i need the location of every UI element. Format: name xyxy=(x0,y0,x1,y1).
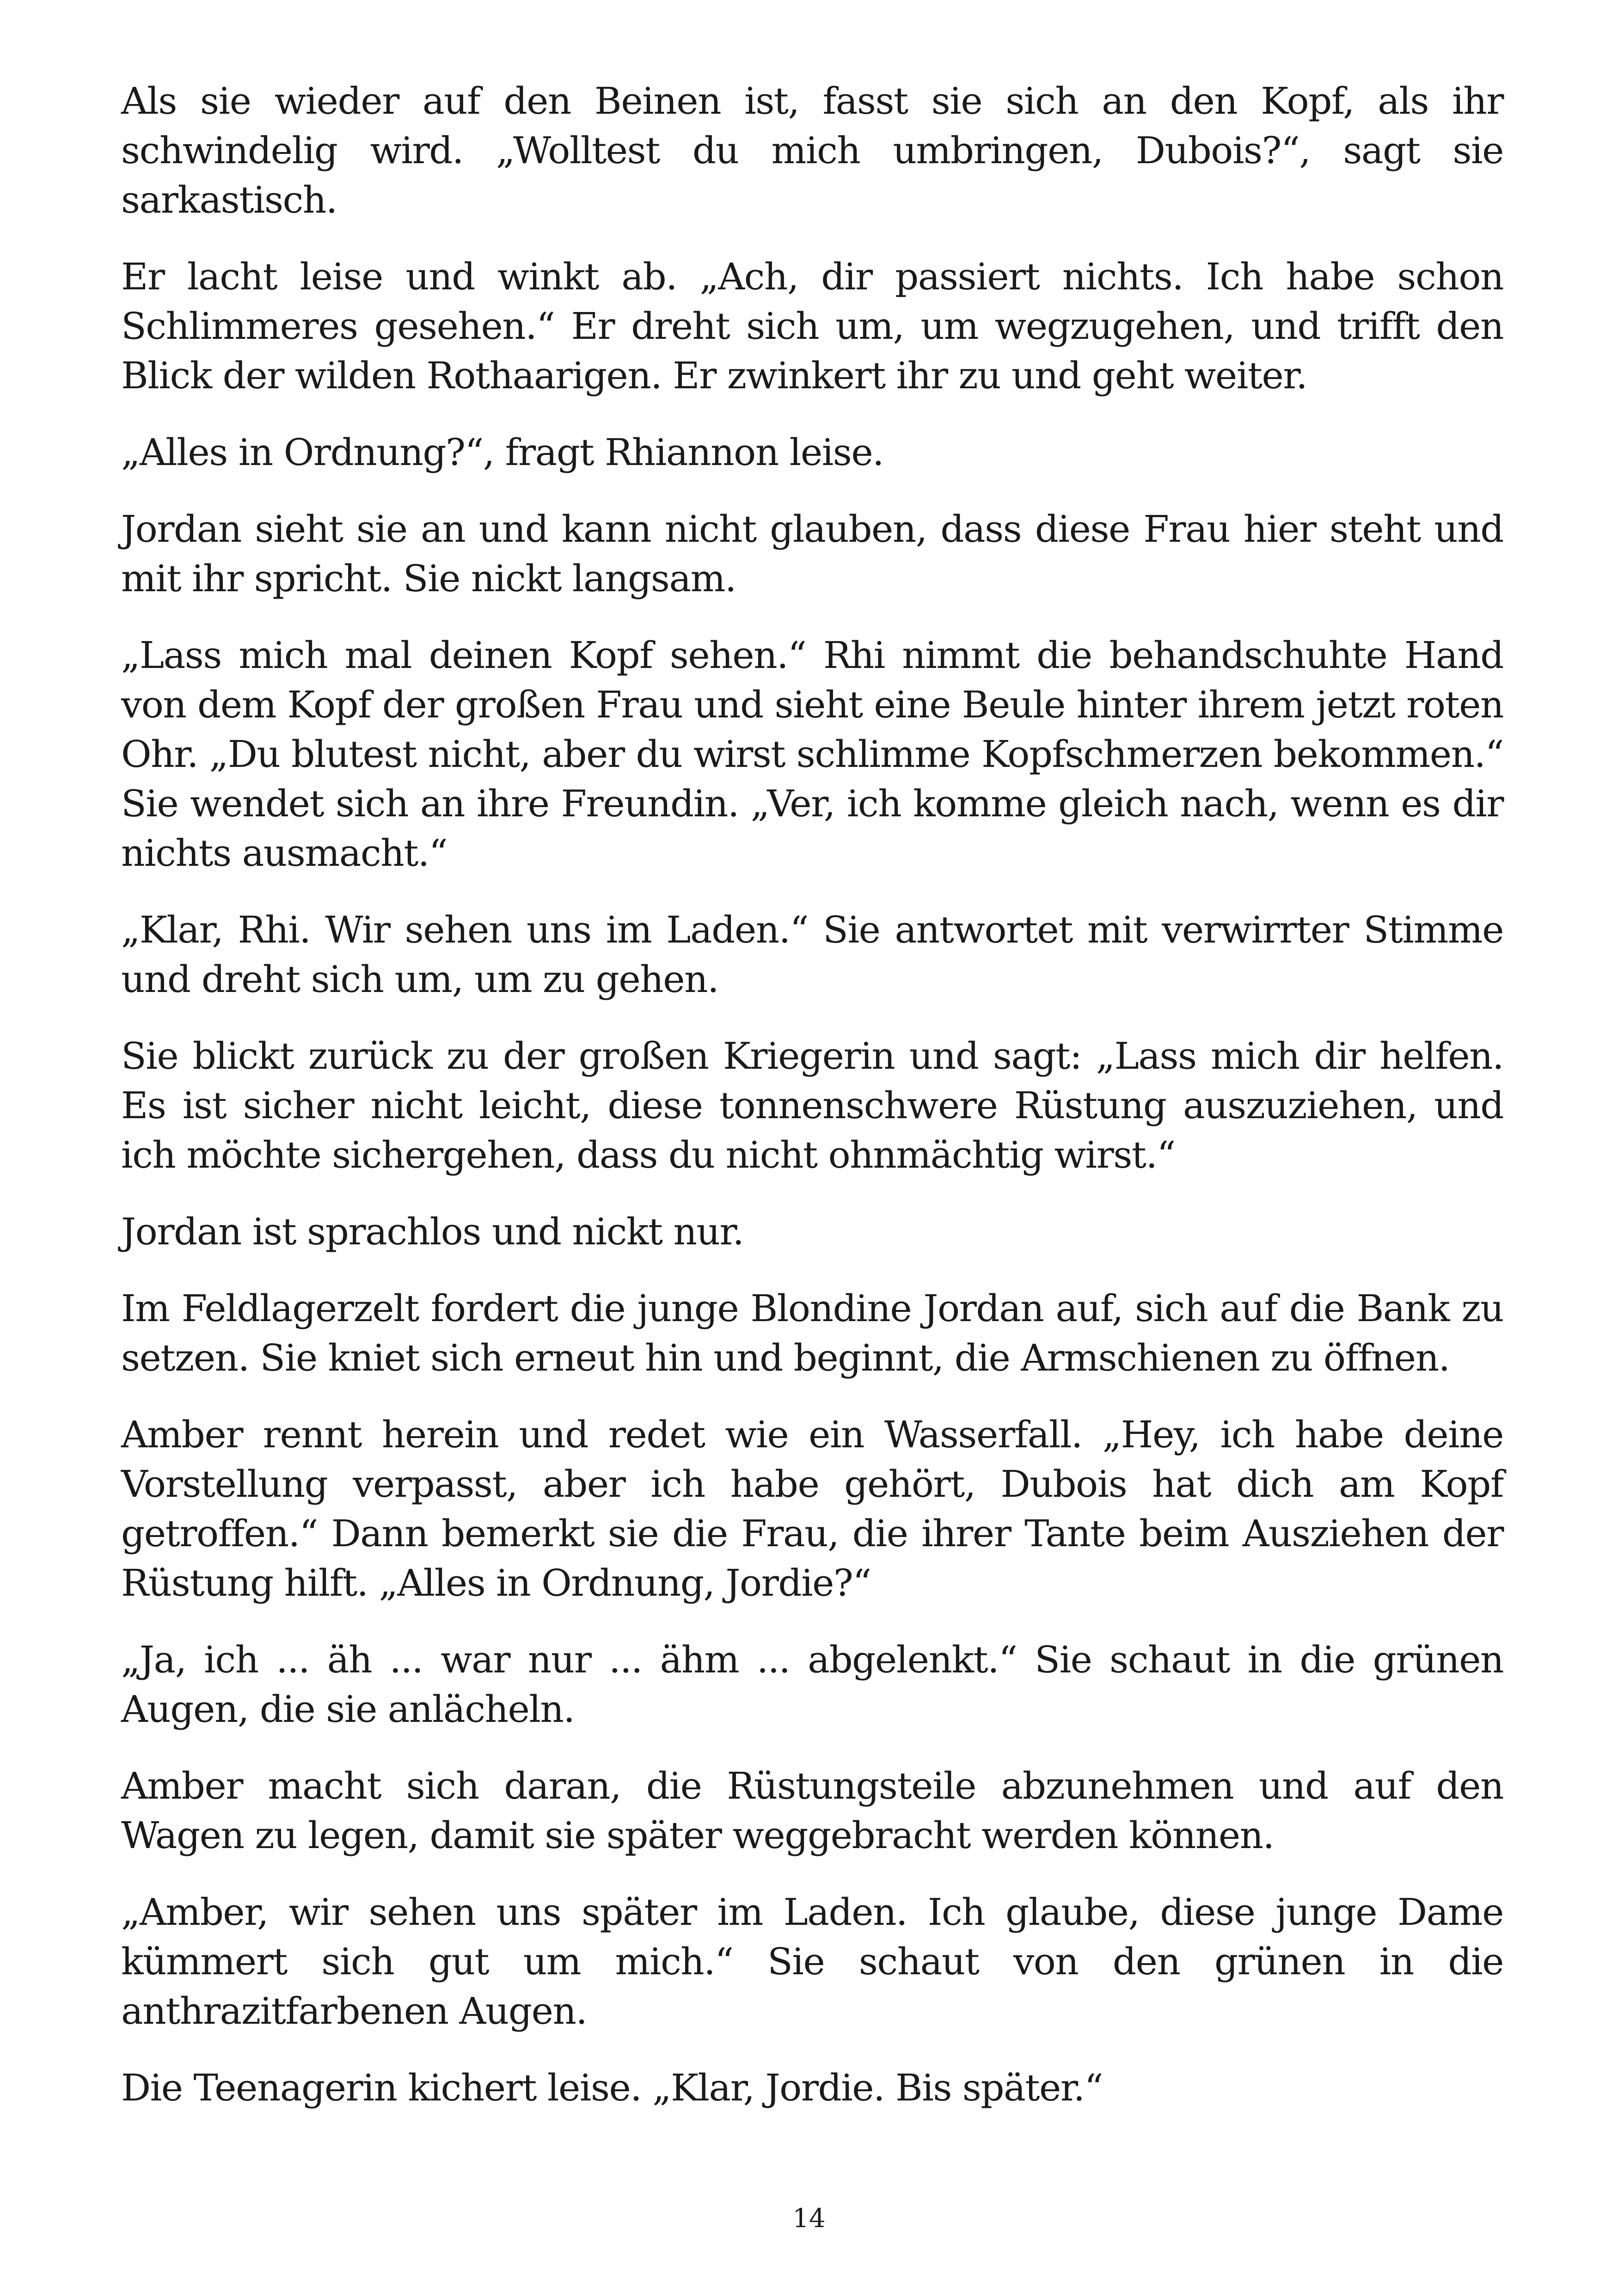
paragraph: „Klar, Rhi. Wir sehen uns im Laden.“ Sie antwortet mit verwirrter Stimme und dreht sich um, um zu gehen. xyxy=(121,908,1503,1001)
body-text xyxy=(121,76,1503,2140)
paragraph: Amber macht sich daran, die Rüstungsteile abzunehmen und auf den Wagen zu legen, damit sie später weggebracht werden können. xyxy=(121,1764,1503,1857)
paragraph: „Amber, wir sehen uns später im Laden. Ich glaube, diese junge Dame kümmert sich gut um mich.“ Sie schaut von den grünen in die anthrazitfarbenen Augen. xyxy=(121,1891,1503,2033)
paragraph: Jordan ist sprachlos und nickt nur. xyxy=(121,1210,744,1253)
paragraph: Die Teenagerin kichert leise. „Klar, Jordie. Bis später.“ xyxy=(121,2066,1103,2109)
paragraph: Jordan sieht sie an und kann nicht glauben, dass diese Frau hier steht und mit ihr spricht. Sie nickt langsam. xyxy=(121,508,1503,600)
paragraph: Er lacht leise und winkt ab. „Ach, dir passiert nichts. Ich habe schon Schlimmeres gesehen.“ Er dreht sich um, um wegzugehen, und trifft den Blick der wilden Rothaarigen. Er zwinkert ihr zu und geht weiter. xyxy=(121,255,1503,397)
paragraph: Sie blickt zurück zu der großen Kriegerin und sagt: „Lass mich dir helfen. Es ist sicher nicht leicht, diese tonnenschwere Rüstung auszuziehen, und ich möchte sichergehen, dass du nicht ohnmächtig wirst.“ xyxy=(121,1035,1503,1176)
page-number: 14 xyxy=(792,2204,826,2234)
paragraph: „Alles in Ordnung?“, fragt Rhiannon leise. xyxy=(121,431,884,474)
paragraph: „Ja, ich ... äh ... war nur ... ähm ... abgelenkt.“ Sie schaut in die grünen Augen, die sie anlächeln. xyxy=(121,1638,1503,1731)
paragraph: Als sie wieder auf den Beinen ist, fasst sie sich an den Kopf, als ihr schwindelig wird. „Wolltest du mich umbringen, Dubois?“, sagt sie sarkastisch. xyxy=(121,80,1503,221)
paragraph: Amber rennt herein und redet wie ein Wasserfall. „Hey, ich habe deine Vorstellung verpasst, aber ich habe gehört, Dubois hat dich am Kopf getroffen.“ Dann bemerkt sie die Frau, die ihrer Tante beim Ausziehen der Rüstung hilft. „Alles in Ordnung, Jordie?“ xyxy=(121,1413,1503,1604)
paragraph: „Lass mich mal deinen Kopf sehen.“ Rhi nimmt die behandschuhte Hand von dem Kopf der großen Frau und sieht eine Beule hinter ihrem jetzt roten Ohr. „Du blutest nicht, aber du wirst schlimme Kopfschmerzen bekommen.“ Sie wendet sich an ihre Freundin. „Ver, ich komme gleich nach, wenn es dir nichts ausmacht.“ xyxy=(121,634,1503,875)
paragraph: Im Feldlagerzelt fordert die junge Blondine Jordan auf, sich auf die Bank zu setzen. Sie kniet sich erneut hin und beginnt, die Armschienen zu öffnen. xyxy=(121,1287,1503,1379)
